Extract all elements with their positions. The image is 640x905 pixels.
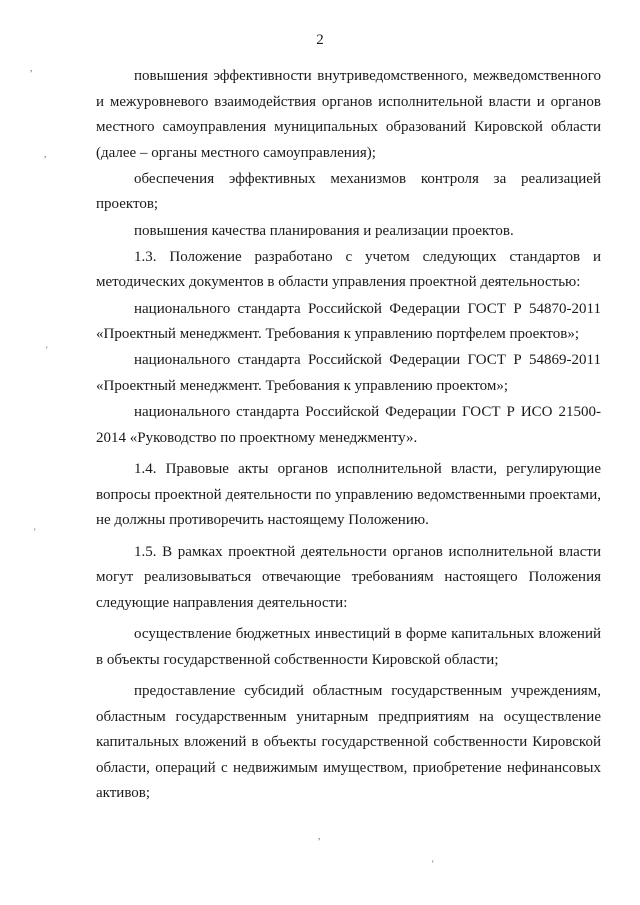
scan-speck: ' bbox=[34, 527, 36, 537]
paragraph-8: 1.4. Правовые акты органов исполнительной власти, регулирующие вопросы проектной деятельности по управлению ведомственными проектами, не должны противоречить настоящему Положению. bbox=[96, 461, 601, 528]
paragraph-11: предоставление субсидий областным государственным учреждениям, областным государственным унитарным предприятиям на осуществление капитальных вложений в объекты государственной собственности Кировской области, операций с недвижимым имуществом, приобретение нефинансовых активов; bbox=[96, 683, 601, 801]
page-number: 2 bbox=[316, 32, 324, 48]
paragraph-10: осуществление бюджетных инвестиций в форме капитальных вложений в объекты государственной собственности Кировской области; bbox=[96, 626, 601, 668]
paragraph-2: обеспечения эффективных механизмов контроля за реализацией проектов; bbox=[96, 170, 601, 213]
document-body bbox=[96, 64, 601, 807]
paragraph-1: повышения эффективности внутриведомственного, межведомственного и межуровневого взаимодействия органов исполнительной власти и органов местного самоуправления муниципальных образований Кировской области (далее – органы местного самоуправления); bbox=[96, 68, 601, 161]
paragraph-6: национального стандарта Российской Федерации ГОСТ Р 54869-2011 «Проектный менеджмент. Требования к управлению проектом»; bbox=[96, 352, 601, 394]
paragraph-4: 1.3. Положение разработано с учетом следующих стандартов и методических документов в области управления проектной деятельностью: bbox=[96, 248, 601, 291]
paragraph-9: 1.5. В рамках проектной деятельности органов исполнительной власти могут реализовываться отвечающие требованиям настоящего Положения следующие направления деятельности: bbox=[96, 543, 601, 611]
paragraph-3: повышения качества планирования и реализации проектов. bbox=[134, 222, 514, 239]
paragraph-7: национального стандарта Российской Федерации ГОСТ Р ИСО 21500-2014 «Руководство по проектному менеджменту». bbox=[96, 404, 601, 446]
scan-speck: ' bbox=[46, 345, 48, 355]
scan-speck: , bbox=[44, 149, 47, 159]
paragraph-5: национального стандарта Российской Федерации ГОСТ Р 54870-2011 «Проектный менеджмент. Требования к управлению портфелем проектов»; bbox=[96, 300, 601, 342]
scan-speck: , bbox=[30, 63, 33, 73]
scan-speck: , bbox=[318, 831, 321, 841]
scan-speck: ' bbox=[432, 859, 434, 869]
